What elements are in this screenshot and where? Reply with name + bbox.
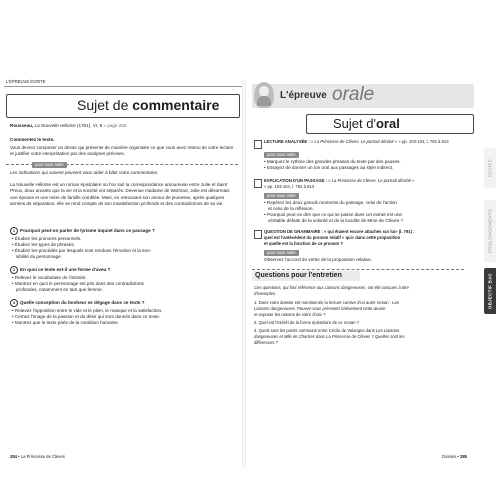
item1-label: LECTURE ANALYSÉE : [264,139,310,144]
right-footer-label: Dossier [442,454,457,459]
right-footer: Dossier • 285 [442,454,468,459]
item1-bullet-1: • Marquez le rythme des grandes phrases du texte par des pauses. [264,159,401,164]
instruction-text: Vous devrez composer un devoir qui présente de manière organisée ce que vous avez retenu de votre lecture et justifier votre interprétation par des analyses précises. [10,145,234,157]
entretien-item-2: Liaisons dangereuses. Pouvez-vous présenter brièvement cette œuvre [254,306,386,311]
item3-help: Observez l'accord du verbe de la proposition relative. [264,257,373,262]
entretien-item-6: dangereuses et Mlle de Chartres dans La Princesse de Clèves ? Quelles sont les [254,334,405,339]
side-tab-fiches[interactable] [484,148,496,188]
q3-bullet-3-text: Montrez que le texte parle de la condition humaine. [14,320,120,325]
document-icon-2 [254,179,262,188]
title-prefix: Sujet de [77,97,133,113]
item3-help-tab: pour vous aider [264,250,299,256]
item2-help-tab: pour vous aider [264,193,299,199]
source-ref: (1761), VI, 8 [76,123,103,128]
title-bold: commentaire [132,97,220,113]
pour-vous-aider-tab: pour vous aider [32,162,67,168]
question-3 [10,299,145,307]
question-2-text: En quoi ce texte est-il une forme d'aveu ? [20,267,111,273]
q1-bullet-3: • Étudiez les procédés par lesquels sont rendues l'émotion et la sen- [12,248,152,253]
side-tab-fiches-label: FICHES [487,159,493,177]
instruction-title: Commentez le texte. [10,137,55,142]
left-footer-title: La Princesse de Clèves [20,454,65,459]
q1-bullet-1-text: Étudiez les pronoms personnels. [14,236,82,241]
document-icon-3 [254,230,262,239]
q3-bullet-1-text: Relevez l'opposition entre le vide et le plein, le manque et la satisfaction. [14,308,163,313]
item1-help-tab: pour vous aider [264,152,299,158]
item1-line [264,139,449,145]
q2-bullet-1-text: Relevez le vocabulaire de l'intimité. [14,275,87,280]
entretien-item-5: 3. Quels sont les points communs entre Cécile de Volanges dans Les Liaisons [254,328,400,333]
q3-bullet-2-text: Cernez l'image de la passion et du désir qui sont donnés dans ce texte. [14,314,161,319]
oral-title-bold: oral [375,116,400,131]
item1-bullet-2: • Essayez de donner un ton oral aux passages au style indirect. [264,165,394,170]
entretien-item-3: et exposer les raisons de votre choix ? [254,312,326,317]
q3-bullet-1: • Relevez l'opposition entre le vide et le plein, le manque et la satisfaction. [12,308,163,313]
left-page [4,78,242,468]
side-tab-objectif-bac[interactable] [484,268,496,314]
number-2-icon: 2 [10,266,18,274]
question-2 [10,266,110,274]
help-text: La Nouvelle Héloïse est un roman épistolaire où l'on suit la correspondance amoureuse entre Julie et Saint Preux, deux amants que la vie et la société ont séparés. Devenue madame de Wolmart, Julie est désormais une épouse et une mère de famille comblée. Mais, en retrouvant son amour de jeunesse, après quelques années de séparation, elle se rend compte de son insatisfaction profonde et des contradictions de sa vie. [10,182,230,206]
entretien-item-4: 2. Quel est l'intérêt de la forme épistolaire de ce roman ? [254,320,360,325]
item1-bullet-2-text: Essayez de donner un ton oral aux passages au style indirect. [266,165,394,170]
source-work: La Nouvelle Héloïse [34,123,76,128]
q3-bullet-3: • Montrez que le texte parle de la condition humaine. [12,320,120,325]
portrait-icon [254,82,274,108]
item1-ref: » pp. 103-104, l. 782 à 813 [398,139,449,144]
item2-bullet-2-text: Pourquoi peut-on dire que ce qui se passe dans cet extrait est une [266,212,402,217]
entretien-title-bg [252,271,360,281]
oral-banner [252,84,474,108]
q2-bullet-2-text: Montrez en quoi le personnage est pris dans des contradictions [14,281,144,286]
q2-bullet-2-cont: profondes, notamment en tant que femme. [16,287,103,292]
running-header-bar [4,78,242,87]
question-1-text: Pourquoi peut-on parler de lyrisme inquiet dans ce passage ? [20,228,155,234]
item3-question-3: et quelle est la fonction de ce pronom ? [264,241,343,246]
oral-title-box [306,114,474,134]
item2-line [264,178,415,184]
q3-bullet-2: • Cernez l'image de la passion et du désir qui sont donnés dans ce texte. [12,314,161,319]
left-page-number: 284 [10,454,17,459]
item2-bullet-1-text: Repérez les deux grands moments du passage, celui de l'action [266,200,397,205]
item1-bullet-1-text: Marquez le rythme des grandes phrases du texte par des pauses. [266,159,401,164]
q2-bullet-2: • Montrez en quoi le personnage est pris dans des contradictions [12,281,144,286]
item3-label: QUESTION DE GRAMMAIRE : [264,229,323,234]
item2-label: EXPLICATION D'UN PASSAGE : [264,178,327,183]
item2-work: « La Princesse de Clèves. Le portrait dérobé » [328,178,415,183]
title-box [6,94,240,118]
entretien-intro-2: d'exemples. [254,291,277,296]
q1-bullet-2: • Étudiez les types de phrases. [12,242,75,247]
q1-bullet-2-text: Étudiez les types de phrases. [14,242,75,247]
entretien-title: Questions pour l'entretien [255,272,342,279]
running-header: L'ÉPREUVE ÉCRITE [6,79,46,84]
item2-bullet-1: • Repérez les deux grands moments du passage, celui de l'action [264,200,397,205]
q1-bullet-1: • Étudiez les pronoms personnels. [12,236,82,241]
item3-line [264,229,415,235]
q1-bullet-3-text: Étudiez les procédés par lesquels sont rendues l'émotion et la sen- [14,248,152,253]
help-intro: Les indications qui suivent peuvent vous aider à bâtir votre commentaire. [10,170,159,175]
entretien-intro-1: Ces questions, qui font référence aux Liaisons dangereuses, ont été conçues à titre [254,285,409,290]
page-title [77,97,219,114]
item2-bullet-2: • Pourquoi peut-on dire que ce qui se passe dans cet extrait est une [264,212,402,217]
number-3-icon: 3 [10,299,18,307]
right-page-number: 285 [460,454,468,459]
q1-bullet-3-cont: sibilité du personnage. [16,254,62,259]
banner-prefix: L'épreuve [280,90,327,101]
entretien-item-7: différences ? [254,340,278,345]
oral-title [333,116,400,132]
banner-word: orale [332,84,375,105]
question-3-text: Quelle conception du bonheur se dégage dans ce texte ? [20,300,145,306]
source-line [10,123,126,129]
right-page [246,78,496,468]
item2-bullet-2-cont: véritable défaite de la volonté et de la lucidité de Mme de Clèves ? [268,218,404,223]
item2-ref: » pp. 103-104, l. 782 à 813 [264,184,315,189]
side-tab-objectif-bac-label: OBJECTIF BAC [487,272,493,310]
source-author: Rousseau, [10,123,34,128]
document-icon [254,140,262,149]
entretien-item-1: 1. Dans votre dossier est mentionnée la lecture cursive d'un autre roman : Les [254,300,399,305]
source-page: » page 250 [103,123,127,128]
oral-title-prefix: Sujet d' [333,116,376,131]
item3-question-1: « qui étaient encore attachés sur lui» (l. 791) : [324,229,415,234]
left-footer: 284 • La Princesse de Clèves [10,454,65,459]
side-tab-prolongements-label: PROLONGEMENTS [487,208,493,254]
side-tab-prolongements[interactable] [484,200,496,262]
question-1 [10,227,155,235]
item1-work: « La Princesse de Clèves. Le portrait dérobé » [310,139,398,144]
number-1-icon: 1 [10,227,18,235]
q2-bullet-1: • Relevez le vocabulaire de l'intimité. [12,275,87,280]
item3-question-2: quel est l'antécédent du pronom relatif « qui» dans cette proposition [264,235,401,240]
item2-bullet-1-cont: et celui de la réflexion. [268,206,314,211]
